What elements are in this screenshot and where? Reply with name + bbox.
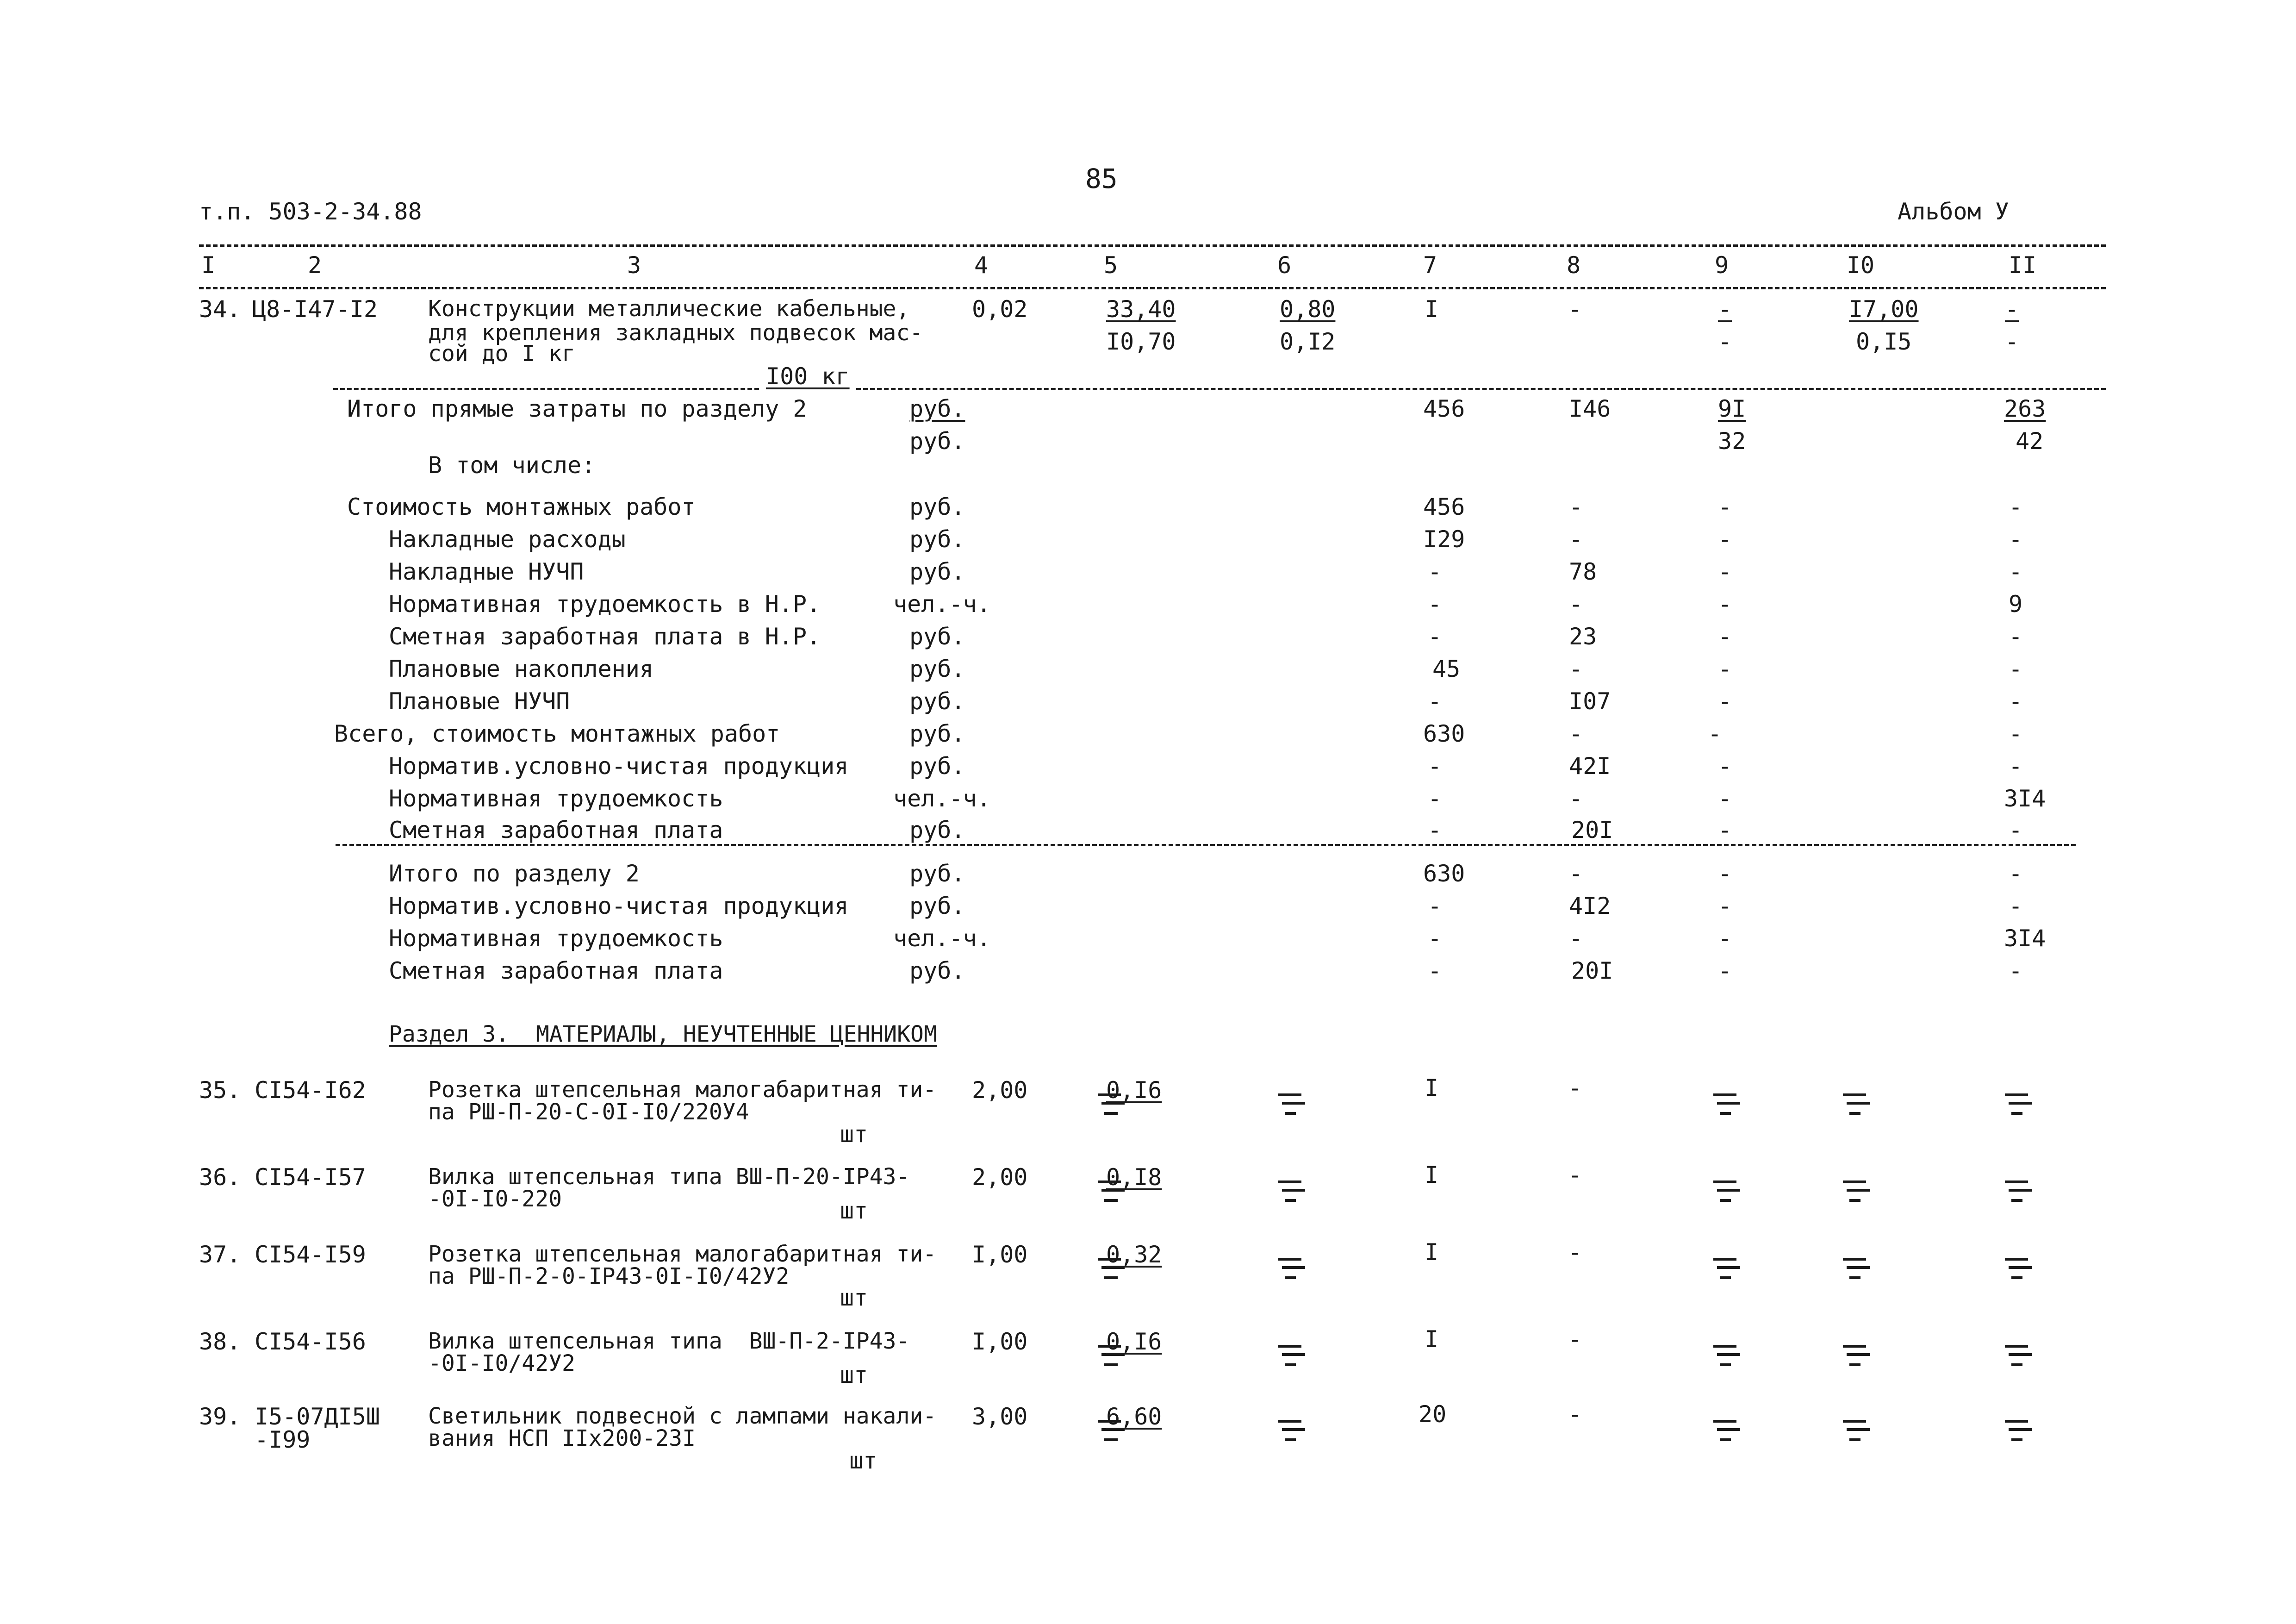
cell-col8: - bbox=[1568, 1239, 1582, 1266]
breakdown-unit: руб. bbox=[909, 720, 965, 747]
row-unit: шт bbox=[840, 1121, 868, 1148]
ditto-mark-icon bbox=[1098, 1421, 1125, 1440]
breakdown-col7: 456 bbox=[1423, 493, 1465, 520]
row-description: Светильник подвесной с лампами накали- bbox=[428, 1403, 937, 1429]
section-total-unit: руб. bbox=[909, 893, 965, 919]
ditto-mark-icon bbox=[1713, 1421, 1740, 1440]
breakdown-label: Нормативная трудоемкость bbox=[389, 785, 723, 812]
row-description: Вилка штепсельная типа ВШ-П-20-IР43- bbox=[428, 1164, 910, 1190]
breakdown-col8: 42I bbox=[1569, 753, 1611, 780]
ditto-mark-icon bbox=[1713, 1182, 1740, 1200]
cell-col5: 0,I6 bbox=[1106, 1328, 1162, 1355]
breakdown-label: Нормативная трудоемкость в Н.Р. bbox=[389, 591, 821, 618]
total-col9-top: 9I bbox=[1718, 395, 1746, 422]
row-unit: шт bbox=[840, 1284, 868, 1311]
breakdown-unit: руб. bbox=[909, 623, 965, 650]
row-number: 39. bbox=[199, 1403, 241, 1430]
row-description: -0I-I0/42У2 bbox=[428, 1350, 575, 1376]
row-code: I5-07ДI5Ш bbox=[255, 1403, 380, 1430]
breakdown-col9: - bbox=[1718, 526, 1732, 553]
row-number: 34. bbox=[199, 296, 241, 323]
cell-col7: I bbox=[1425, 1239, 1439, 1266]
breakdown-col11: - bbox=[2009, 656, 2023, 682]
ditto-mark-icon bbox=[1098, 1259, 1125, 1278]
ditto-mark-icon bbox=[1098, 1346, 1125, 1365]
col-10: I0 bbox=[1846, 252, 1875, 279]
breakdown-unit: руб. bbox=[909, 688, 965, 715]
ditto-mark-icon bbox=[1278, 1346, 1305, 1365]
col-3: 3 bbox=[627, 252, 641, 279]
breakdown-col7: 630 bbox=[1423, 720, 1465, 747]
breakdown-col11: 9 bbox=[2009, 591, 2023, 618]
breakdown-col8: 23 bbox=[1569, 623, 1597, 650]
row-code: СI54-I57 bbox=[255, 1164, 366, 1191]
breakdown-col9: - bbox=[1718, 785, 1732, 812]
ditto-mark-icon bbox=[1713, 1095, 1740, 1113]
row-description: па РШ-П-2-0-IР43-0I-I0/42У2 bbox=[428, 1263, 790, 1289]
section-3-title: Раздел 3. МАТЕРИАЛЫ, НЕУЧТЕННЫЕ ЦЕННИКОМ bbox=[389, 1021, 937, 1047]
row-code: СI54-I56 bbox=[255, 1328, 366, 1355]
breakdown-col9: - bbox=[1708, 720, 1722, 747]
section-total-col11: - bbox=[2009, 860, 2023, 887]
breakdown-col7: - bbox=[1428, 753, 1442, 780]
col-1: I bbox=[201, 252, 216, 279]
cell-col7: I bbox=[1425, 296, 1439, 323]
cell-col11-top: - bbox=[2005, 296, 2019, 323]
row-code: Ц8-I47-I2 bbox=[252, 296, 378, 323]
cell-col7: I bbox=[1425, 1326, 1439, 1353]
col-11: II bbox=[2008, 252, 2037, 279]
cell-col10-top: I7,00 bbox=[1849, 296, 1919, 323]
section-total-label: Норматив.условно-чистая продукция bbox=[389, 893, 849, 919]
breakdown-col11: - bbox=[2009, 817, 2023, 843]
col-4: 4 bbox=[974, 252, 989, 279]
ditto-mark-icon bbox=[2005, 1346, 2032, 1365]
ditto-mark-icon bbox=[1278, 1259, 1305, 1278]
row-unit: шт bbox=[840, 1362, 868, 1388]
breakdown-label: Всего, стоимость монтажных работ bbox=[334, 720, 780, 747]
breakdown-col7: - bbox=[1428, 817, 1442, 843]
cell-col4: 3,00 bbox=[972, 1403, 1028, 1430]
cell-col4: 2,00 bbox=[972, 1164, 1028, 1191]
page-number: 85 bbox=[1085, 163, 1118, 194]
cell-col4: I,00 bbox=[972, 1328, 1028, 1355]
breakdown-col8: - bbox=[1569, 591, 1583, 618]
section-total-col8: 20I bbox=[1571, 957, 1613, 984]
ditto-mark-icon bbox=[1278, 1182, 1305, 1200]
cell-col8: - bbox=[1568, 1162, 1582, 1188]
cell-col7: I bbox=[1425, 1074, 1439, 1101]
breakdown-col7: - bbox=[1428, 688, 1442, 715]
breakdown-col9: - bbox=[1718, 817, 1732, 843]
ditto-mark-icon bbox=[2005, 1182, 2032, 1200]
col-5: 5 bbox=[1103, 252, 1118, 279]
row-code: -I99 bbox=[255, 1426, 311, 1453]
ditto-mark-icon bbox=[1278, 1095, 1305, 1113]
cell-col4: I,00 bbox=[972, 1241, 1028, 1268]
ditto-mark-icon bbox=[1843, 1346, 1870, 1365]
breakdown-col7: - bbox=[1428, 591, 1442, 618]
breakdown-label: Стоимость монтажных работ bbox=[347, 493, 696, 520]
section-total-unit: чел.-ч. bbox=[893, 925, 991, 952]
cell-col11-bottom: - bbox=[2005, 328, 2019, 355]
row-code: СI54-I62 bbox=[255, 1077, 366, 1104]
col-9: 9 bbox=[1714, 252, 1729, 279]
breakdown-col9: - bbox=[1718, 558, 1732, 585]
ditto-mark-icon bbox=[1843, 1421, 1870, 1440]
cell-col9-bottom: - bbox=[1718, 328, 1732, 355]
row-unit: шт bbox=[840, 1197, 868, 1224]
breakdown-col7: - bbox=[1428, 558, 1442, 585]
row-unit: шт bbox=[849, 1447, 877, 1474]
total-col8: I46 bbox=[1569, 395, 1611, 422]
breakdown-unit: руб. bbox=[909, 656, 965, 682]
section-total-col7: - bbox=[1428, 957, 1442, 984]
breakdown-col11: - bbox=[2009, 688, 2023, 715]
col-2: 2 bbox=[307, 252, 322, 279]
breakdown-col9: - bbox=[1718, 591, 1732, 618]
breakdown-col8: - bbox=[1569, 720, 1583, 747]
breakdown-col9: - bbox=[1718, 623, 1732, 650]
cell-col8: - bbox=[1568, 1401, 1582, 1428]
row-number: 35. bbox=[199, 1077, 241, 1104]
section-total-col11: 3I4 bbox=[2004, 925, 2046, 952]
row-description: Розетка штепсельная малогабаритная ти- bbox=[428, 1077, 937, 1103]
breakdown-label: Норматив.условно-чистая продукция bbox=[389, 753, 849, 780]
ditto-mark-icon bbox=[1098, 1095, 1125, 1113]
cell-col5: 6,60 bbox=[1106, 1403, 1162, 1430]
cell-col4: 2,00 bbox=[972, 1077, 1028, 1104]
ditto-mark-icon bbox=[1843, 1259, 1870, 1278]
section-total-col7: 630 bbox=[1423, 860, 1465, 887]
breakdown-col9: - bbox=[1718, 656, 1732, 682]
cell-col6-top: 0,80 bbox=[1280, 296, 1336, 323]
row-description: вания НСП IIх200-23I bbox=[428, 1425, 696, 1451]
col-7: 7 bbox=[1423, 252, 1437, 279]
section-total-col11: - bbox=[2009, 893, 2023, 919]
row-description: Вилка штепсельная типа ВШ-П-2-IР43- bbox=[428, 1328, 910, 1354]
breakdown-col11: - bbox=[2009, 558, 2023, 585]
breakdown-unit: руб. bbox=[909, 558, 965, 585]
ditto-mark-icon bbox=[2005, 1259, 2032, 1278]
row-number: 38. bbox=[199, 1328, 241, 1355]
section-total-col9: - bbox=[1718, 893, 1732, 919]
row-description: сой до I кг bbox=[428, 341, 575, 367]
breakdown-col9: - bbox=[1718, 493, 1732, 520]
ditto-mark-icon bbox=[2005, 1095, 2032, 1113]
section-total-col9: - bbox=[1718, 957, 1732, 984]
breakdown-unit: руб. bbox=[909, 753, 965, 780]
breakdown-col9: - bbox=[1718, 753, 1732, 780]
cell-col8: - bbox=[1568, 1326, 1582, 1353]
cell-col10-bottom: 0,I5 bbox=[1856, 328, 1912, 355]
breakdown-col8: - bbox=[1569, 656, 1583, 682]
breakdown-label: Накладные расходы bbox=[389, 526, 626, 553]
breakdown-col11: - bbox=[2009, 526, 2023, 553]
breakdown-col7: 45 bbox=[1432, 656, 1461, 682]
breakdown-col8: - bbox=[1569, 785, 1583, 812]
section-total-col7: - bbox=[1428, 893, 1442, 919]
row-unit: I00 кг bbox=[766, 363, 850, 390]
section-total-col8: 4I2 bbox=[1569, 893, 1611, 919]
ditto-mark-icon bbox=[1713, 1346, 1740, 1365]
total-col11-top: 263 bbox=[2004, 395, 2046, 422]
breakdown-unit: руб. bbox=[909, 526, 965, 553]
breakdown-label: Плановые НУЧП bbox=[389, 688, 570, 715]
total-unit: руб. bbox=[909, 395, 965, 422]
breakdown-label: Плановые накопления bbox=[389, 656, 653, 682]
breakdown-col7: - bbox=[1428, 785, 1442, 812]
section-total-col9: - bbox=[1718, 860, 1732, 887]
breakdown-unit: руб. bbox=[909, 493, 965, 520]
cell-col5: 0,I8 bbox=[1106, 1164, 1162, 1191]
ditto-mark-icon bbox=[1278, 1421, 1305, 1440]
breakdown-col8: 20I bbox=[1571, 817, 1613, 843]
section-total-label: Сметная заработная плата bbox=[389, 957, 723, 984]
row-description: для крепления закладных подвесок мас- bbox=[428, 320, 923, 346]
row-description: -0I-I0-220 bbox=[428, 1186, 562, 1212]
row-number: 37. bbox=[199, 1241, 241, 1268]
breakdown-col11: - bbox=[2009, 720, 2023, 747]
breakdown-col11: - bbox=[2009, 753, 2023, 780]
total-col11-bottom: 42 bbox=[2016, 428, 2044, 455]
cell-col8: - bbox=[1568, 1074, 1582, 1101]
ditto-mark-icon bbox=[1713, 1259, 1740, 1278]
breakdown-col8: - bbox=[1569, 526, 1583, 553]
cell-col9-top: - bbox=[1718, 296, 1732, 323]
row-number: 36. bbox=[199, 1164, 241, 1191]
section-total-col9: - bbox=[1718, 925, 1732, 952]
breakdown-label: Сметная заработная плата в Н.Р. bbox=[389, 623, 821, 650]
breakdown-unit: руб. bbox=[909, 817, 965, 843]
breakdown-col11: - bbox=[2009, 493, 2023, 520]
ditto-mark-icon bbox=[1843, 1095, 1870, 1113]
section-total-unit: руб. bbox=[909, 860, 965, 887]
total-col7: 456 bbox=[1423, 395, 1465, 422]
total-unit: руб. bbox=[909, 428, 965, 455]
total-label: Итого прямые затраты по разделу 2 bbox=[347, 395, 807, 422]
row-code: СI54-I59 bbox=[255, 1241, 366, 1268]
row-description: Конструкции металлические кабельные, bbox=[428, 296, 910, 322]
album-label: Альбом У bbox=[1898, 198, 2009, 225]
cell-col8: - bbox=[1568, 296, 1582, 323]
row-description: па РШ-П-20-С-0I-I0/220У4 bbox=[428, 1099, 749, 1125]
cell-col5-top: 33,40 bbox=[1106, 296, 1176, 323]
cell-col4: 0,02 bbox=[972, 296, 1028, 323]
including-label: В том числе: bbox=[428, 452, 596, 479]
breakdown-unit: чел.-ч. bbox=[893, 591, 991, 618]
breakdown-col7: - bbox=[1428, 623, 1442, 650]
breakdown-col8: I07 bbox=[1569, 688, 1611, 715]
breakdown-col11: 3I4 bbox=[2004, 785, 2046, 812]
breakdown-label: Сметная заработная плата bbox=[389, 817, 723, 843]
doc-code: т.п. 503-2-34.88 bbox=[199, 198, 422, 225]
section-total-label: Нормативная трудоемкость bbox=[389, 925, 723, 952]
breakdown-col9: - bbox=[1718, 688, 1732, 715]
cell-col5-bottom: I0,70 bbox=[1106, 328, 1176, 355]
section-total-col8: - bbox=[1569, 925, 1583, 952]
section-total-col8: - bbox=[1569, 860, 1583, 887]
ditto-mark-icon bbox=[1843, 1182, 1870, 1200]
row-description: Розетка штепсельная малогабаритная ти- bbox=[428, 1241, 937, 1267]
total-col9-bottom: 32 bbox=[1718, 428, 1746, 455]
section-total-label: Итого по разделу 2 bbox=[389, 860, 640, 887]
cell-col5: 0,32 bbox=[1106, 1241, 1162, 1268]
breakdown-col8: - bbox=[1569, 493, 1583, 520]
cell-col7: 20 bbox=[1419, 1401, 1447, 1428]
cell-col7: I bbox=[1425, 1162, 1439, 1188]
breakdown-label: Накладные НУЧП bbox=[389, 558, 584, 585]
ditto-mark-icon bbox=[1098, 1182, 1125, 1200]
section-total-unit: руб. bbox=[909, 957, 965, 984]
section-total-col7: - bbox=[1428, 925, 1442, 952]
breakdown-col11: - bbox=[2009, 623, 2023, 650]
cell-col5: 0,I6 bbox=[1106, 1077, 1162, 1104]
col-6: 6 bbox=[1277, 252, 1292, 279]
breakdown-col7: I29 bbox=[1423, 526, 1465, 553]
col-8: 8 bbox=[1566, 252, 1581, 279]
section-total-col11: - bbox=[2009, 957, 2023, 984]
breakdown-unit: чел.-ч. bbox=[893, 785, 991, 812]
breakdown-col8: 78 bbox=[1569, 558, 1597, 585]
cell-col6-bottom: 0,I2 bbox=[1280, 328, 1336, 355]
ditto-mark-icon bbox=[2005, 1421, 2032, 1440]
